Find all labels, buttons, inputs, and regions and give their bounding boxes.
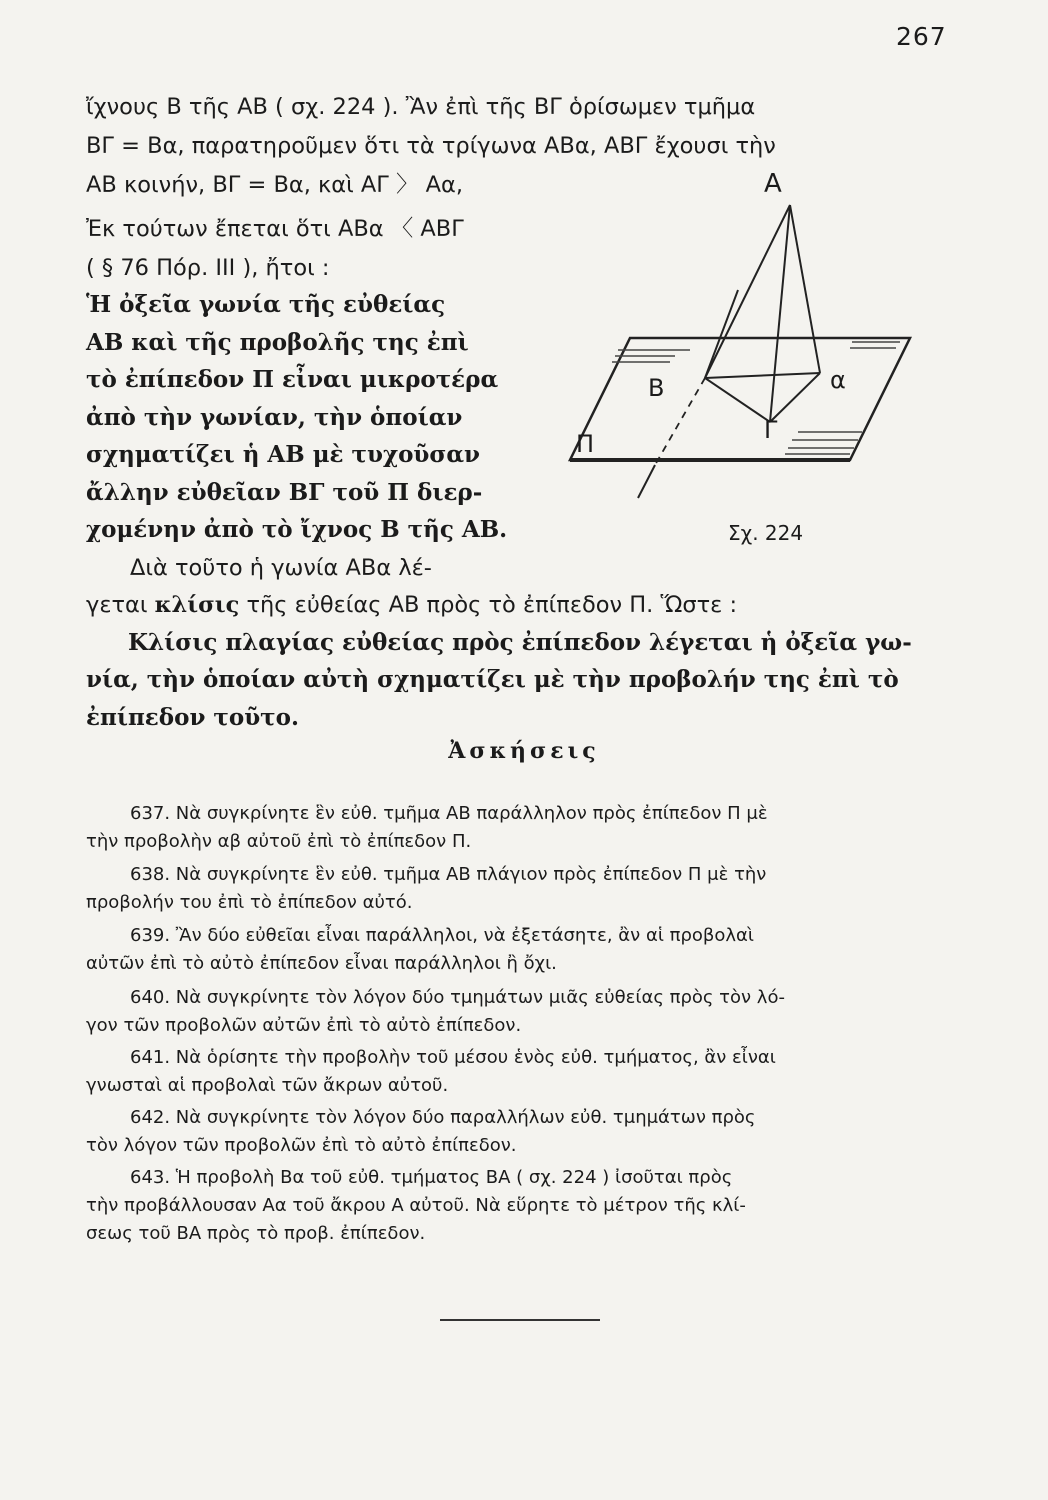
line-BG bbox=[705, 378, 770, 422]
after-theorem-line: Διὰ τοῦτο ἡ γωνία ΑΒα λέ- bbox=[130, 555, 432, 581]
intro-line: ΒΓ = Βα, παρατηροῦμεν ὅτι τὰ τρίγωνα ΑΒα, ΑΒΓ ἔχουσι τὴν bbox=[86, 133, 776, 159]
inference-line: ( § 76 Πόρ. III ), ἤτοι : bbox=[86, 255, 330, 281]
theorem-line: Ἡ ὀξεῖα γωνία τῆς εὐθείας bbox=[86, 291, 446, 318]
figure-224 bbox=[520, 160, 920, 560]
exercise-line: τὴν προβολὴν αβ αὐτοῦ ἐπὶ τὸ ἐπίπεδον Π. bbox=[86, 831, 472, 852]
line-Aa bbox=[790, 205, 820, 373]
exercises-heading: Ἀσκήσεις bbox=[448, 738, 600, 764]
page-number: 267 bbox=[896, 22, 947, 51]
left-upper-line bbox=[705, 290, 738, 378]
figure-caption: Σχ. 224 bbox=[728, 521, 804, 545]
intro-line: ΑΒ κοινήν, ΒΓ = Βα, καὶ ΑΓ 〉 Αα, bbox=[86, 172, 463, 198]
theorem-line: σχηματίζει ἡ ΑΒ μὲ τυχοῦσαν bbox=[86, 441, 481, 468]
theorem-line: ἀπὸ τὴν γωνίαν, τὴν ὁποίαν bbox=[86, 404, 463, 431]
inference-line: Ἐκ τούτων ἔπεται ὅτι ΑΒα 〈 ΑΒΓ bbox=[86, 216, 464, 242]
line-Ba bbox=[705, 373, 820, 378]
exercise-line: γνωσταὶ αἱ προβολαὶ τῶν ἄκρων αὐτοῦ. bbox=[86, 1075, 449, 1096]
exercise-line: 640. Νὰ συγκρίνητε τὸν λόγον δύο τμημάτων μιᾶς εὐθείας πρὸς τὸν λό- bbox=[130, 987, 785, 1008]
theorem-line: χομένην ἀπὸ τὸ ἴχνος Β τῆς ΑΒ. bbox=[86, 516, 508, 543]
label-a: α bbox=[830, 366, 846, 394]
exercise-line: γον τῶν προβολῶν αὐτῶν ἐπὶ τὸ αὐτὸ ἐπίπεδον. bbox=[86, 1015, 522, 1036]
theorem-line: τὸ ἐπίπεδον Π εἶναι μικροτέρα bbox=[86, 366, 499, 393]
exercise-line: σεως τοῦ ΒΑ πρὸς τὸ προβ. ἐπίπεδον. bbox=[86, 1223, 426, 1244]
exercise-line: αὐτῶν ἐπὶ τὸ αὐτὸ ἐπίπεδον εἶναι παράλληλοι ἢ ὄχι. bbox=[86, 953, 557, 974]
exercise-line: 638. Νὰ συγκρίνητε ἓν εὐθ. τμῆμα ΑΒ πλάγιον πρὸς ἐπίπεδον Π μὲ τὴν bbox=[130, 864, 767, 885]
after-theorem-line: γεται κλίσις τῆς εὐθείας ΑΒ πρὸς τὸ ἐπίπεδον Π. Ὥστε : bbox=[86, 592, 738, 618]
exercise-line: 639. Ἂν δύο εὐθεῖαι εἶναι παράλληλοι, νὰ ἐξετάσητε, ἂν αἱ προβολαὶ bbox=[130, 925, 755, 946]
label-G: Γ bbox=[764, 416, 778, 444]
end-rule bbox=[440, 1319, 600, 1321]
exercise-line: 643. Ἡ προβολὴ Βα τοῦ εὐθ. τμήματος ΒΑ ( σχ. 224 ) ἰσοῦται πρὸς bbox=[130, 1167, 733, 1188]
exercise-line: τὸν λόγον τῶν προβολῶν ἐπὶ τὸ αὐτὸ ἐπίπεδον. bbox=[86, 1135, 517, 1156]
theorem-line: ΑΒ καὶ τῆς προβολῆς της ἐπὶ bbox=[86, 329, 469, 356]
label-B: Β bbox=[648, 374, 665, 402]
intro-line: ἴχνους Β τῆς ΑΒ ( σχ. 224 ). Ἂν ἐπὶ τῆς ΒΓ ὁρίσωμεν τμῆμα bbox=[86, 94, 756, 120]
definition-line: Κλίσις πλαγίας εὐθείας πρὸς ἐπίπεδον λέγεται ἡ ὀξεῖα γω- bbox=[128, 629, 912, 656]
definition-line: ἐπίπεδον τοῦτο. bbox=[86, 704, 300, 731]
term-klisis: κλίσις bbox=[154, 592, 240, 618]
line-Ga bbox=[770, 373, 820, 422]
below-plane-line bbox=[638, 465, 655, 498]
exercise-line: 637. Νὰ συγκρίνητε ἓν εὐθ. τμῆμα ΑΒ παράλληλον πρὸς ἐπίπεδον Π μὲ bbox=[130, 803, 768, 824]
exercise-line: προβολήν του ἐπὶ τὸ ἐπίπεδον αὐτό. bbox=[86, 892, 413, 913]
theorem-line: ἄλλην εὐθεῖαν ΒΓ τοῦ Π διερ- bbox=[86, 479, 483, 506]
exercise-line: τὴν προβάλλουσαν Αα τοῦ ἄκρου Α αὐτοῦ. Νὰ εὕρητε τὸ μέτρον τῆς κλί- bbox=[86, 1195, 746, 1216]
exercise-line: 642. Νὰ συγκρίνητε τὸν λόγον δύο παραλλήλων εὐθ. τμημάτων πρὸς bbox=[130, 1107, 756, 1128]
exercise-line: 641. Νὰ ὁρίσητε τὴν προβολὴν τοῦ μέσου ἑνὸς εὐθ. τμήματος, ἂν εἶναι bbox=[130, 1047, 776, 1068]
definition-line: νία, τὴν ὁποίαν αὐτὴ σχηματίζει μὲ τὴν προβολήν της ἐπὶ τὸ bbox=[86, 666, 899, 693]
label-P: Π bbox=[576, 430, 595, 458]
label-A: Α bbox=[764, 169, 782, 199]
